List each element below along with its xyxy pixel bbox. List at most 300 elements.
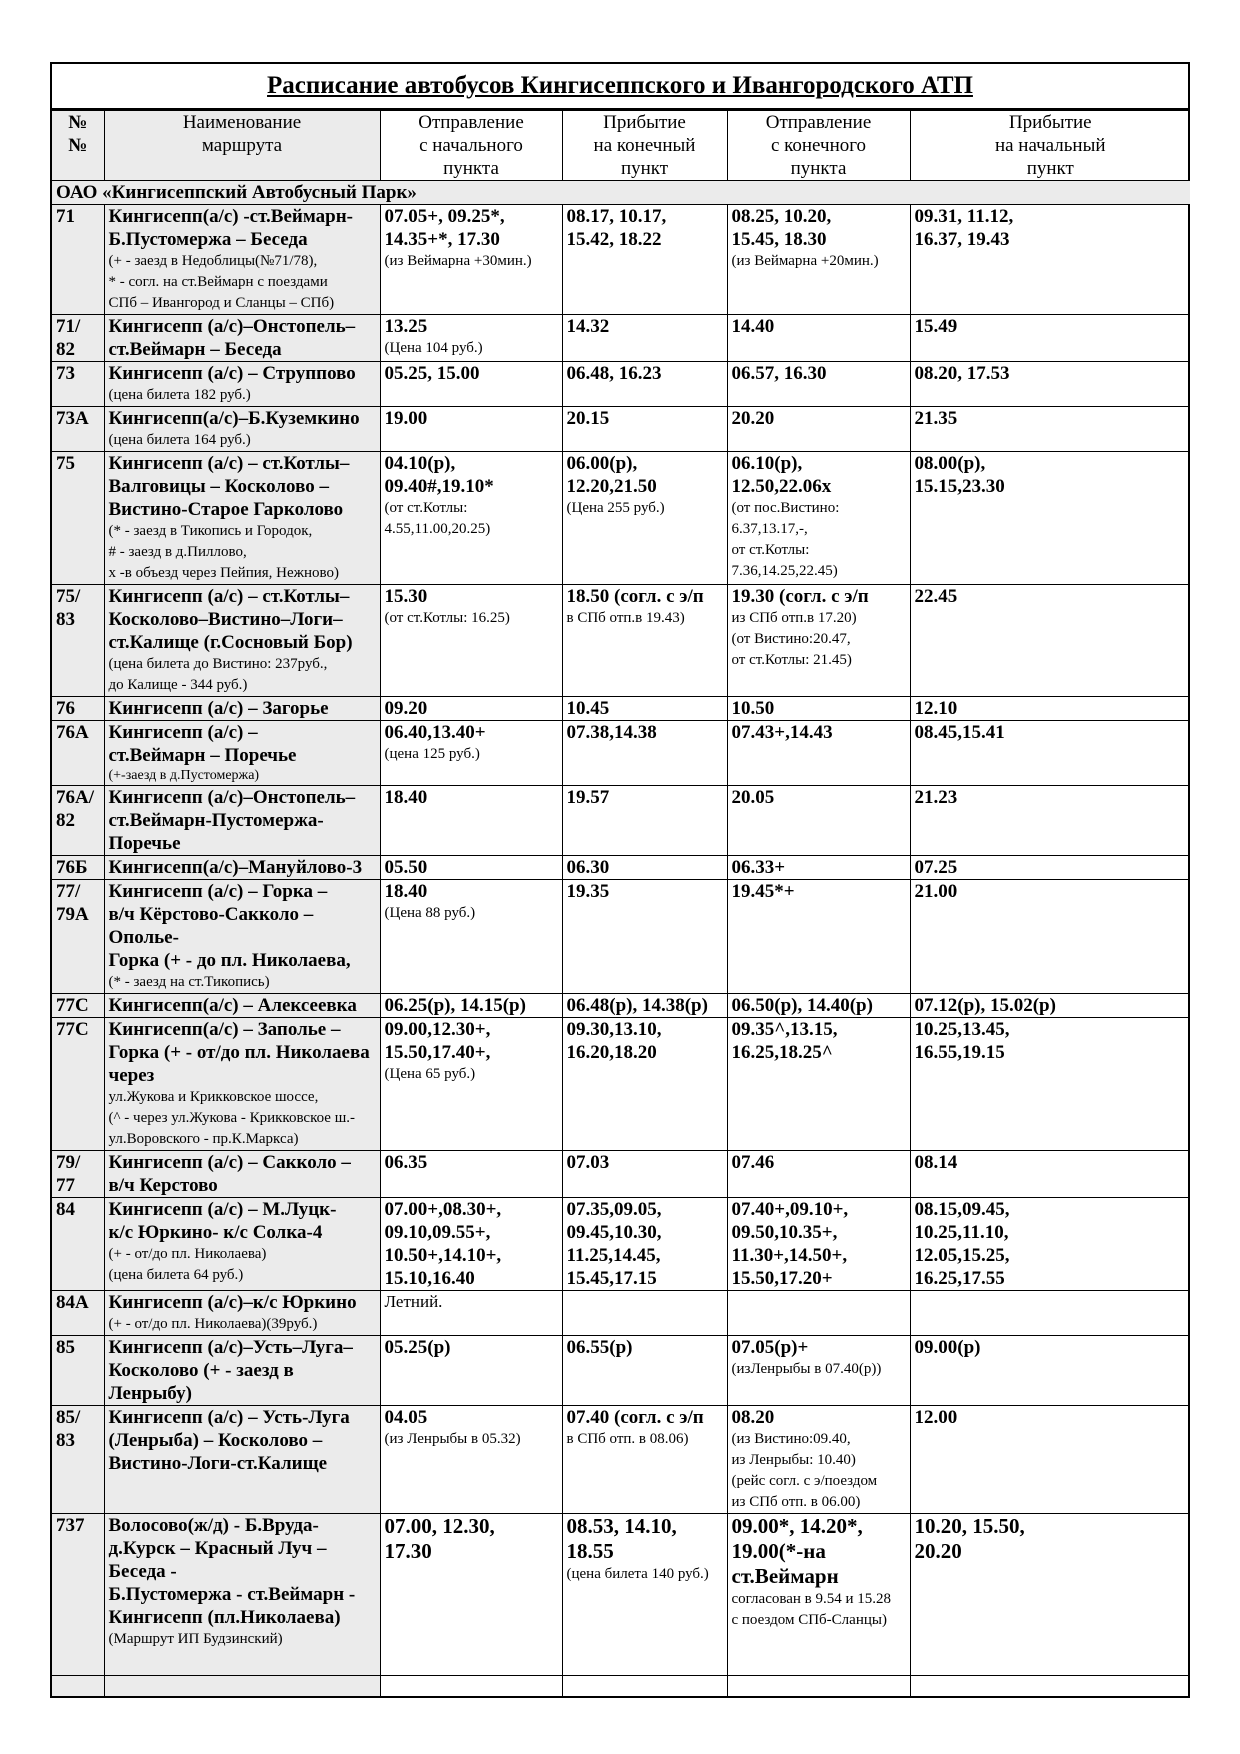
arrival-end-time: 06.55(р) <box>566 1337 633 1358</box>
departure-end-time: 12.50,22.06х <box>731 476 832 497</box>
route-number <box>52 697 104 721</box>
route-name-line: Кингисепп(а/с) – Заполье – <box>108 1019 341 1040</box>
arrival-start-time: 20.20 <box>914 1539 962 1563</box>
empty-cell <box>104 1676 380 1697</box>
departure-end-cell <box>727 880 910 994</box>
arrival-start-cell <box>910 1198 1190 1291</box>
arrival-start-cell <box>910 362 1190 407</box>
arrival-start-time: 08.20, 17.53 <box>914 363 1010 384</box>
route-number-line: 77/ <box>56 881 81 902</box>
route-number <box>52 1291 104 1336</box>
route-name-line: Горка (+ - от/до пл. Николаева через <box>108 1042 370 1086</box>
arrival-start-cell <box>910 1406 1190 1514</box>
route-row <box>52 856 1190 880</box>
schedule-table <box>52 110 1190 1697</box>
route-name-line: Кингисепп (а/с)–к/с Юркино <box>108 1292 357 1313</box>
departure-start-time: 04.10(р), <box>384 453 456 474</box>
route-note-line: (цена билета 164 руб.) <box>108 432 251 448</box>
route-row <box>52 1336 1190 1406</box>
arrival-end-note: в СПб отп. в 08.06) <box>566 1431 689 1447</box>
arrival-end-cell <box>562 585 727 697</box>
departure-start-note: (Цена 104 руб.) <box>384 340 483 356</box>
header-arrival-end: Прибытие на конечный пункт <box>562 111 727 181</box>
arrival-end-note: (цена билета 140 руб.) <box>566 1566 709 1582</box>
route-note-line: до Калище - 344 руб.) <box>108 677 248 693</box>
departure-end-time: 19.45*+ <box>731 881 795 902</box>
arrival-start-cell <box>910 205 1190 315</box>
route-name-line: Кингисепп (а/с)–Онстопель– <box>108 787 356 808</box>
departure-start-note: (от ст.Котлы: 16.25) <box>384 610 510 626</box>
route-row <box>52 315 1190 362</box>
departure-start-time: 05.25, 15.00 <box>384 363 480 384</box>
arrival-end-time: 15.45,17.15 <box>566 1268 657 1289</box>
departure-end-cell <box>727 1151 910 1198</box>
arrival-start-time: 21.00 <box>914 881 958 902</box>
arrival-end-time: 18.55 <box>566 1539 614 1563</box>
departure-start-cell <box>380 994 562 1018</box>
departure-end-time: 15.45, 18.30 <box>731 229 827 250</box>
arrival-start-time: 12.00 <box>914 1407 958 1428</box>
arrival-end-cell <box>562 1514 727 1676</box>
route-number <box>52 1336 104 1406</box>
route-name <box>104 1514 380 1676</box>
route-number <box>52 1151 104 1198</box>
departure-end-time: 08.25, 10.20, <box>731 206 832 227</box>
route-number-line: 75 <box>56 453 75 474</box>
departure-end-cell <box>727 1514 910 1676</box>
route-name-line: Кингисепп (а/с) – Струппово <box>108 363 356 384</box>
departure-start-cell <box>380 1406 562 1514</box>
route-name-line: ст.Веймарн – Беседа <box>108 339 282 360</box>
departure-start-time: 07.05+, 09.25*, <box>384 206 505 227</box>
arrival-end-cell <box>562 880 727 994</box>
route-name-line: в/ч Керстово <box>108 1175 218 1196</box>
route-number-line: 73А <box>56 408 89 429</box>
route-number-line: 75/ <box>56 586 81 607</box>
departure-end-note: из СПб отп. в 06.00) <box>731 1494 861 1510</box>
departure-end-cell <box>727 205 910 315</box>
route-number-line: 71 <box>56 206 75 227</box>
arrival-end-cell <box>562 994 727 1018</box>
arrival-start-time: 21.23 <box>914 787 958 808</box>
departure-start-cell <box>380 362 562 407</box>
departure-start-note: (Цена 88 руб.) <box>384 905 476 921</box>
arrival-end-cell <box>562 721 727 786</box>
arrival-end-cell <box>562 786 727 856</box>
route-row <box>52 697 1190 721</box>
departure-end-cell <box>727 1336 910 1406</box>
arrival-start-cell <box>910 452 1190 585</box>
arrival-end-time: 19.57 <box>566 787 610 808</box>
departure-end-cell <box>727 362 910 407</box>
route-row <box>52 407 1190 452</box>
route-name-line: Косколово (+ - заезд в Ленрыбу) <box>108 1360 294 1404</box>
departure-start-time: 04.05 <box>384 1407 428 1428</box>
departure-end-time: 09.00*, 14.20*, <box>731 1514 863 1538</box>
arrival-end-time: 07.40 (согл. с э/п <box>566 1407 704 1428</box>
departure-start-time: 09.10,09.55+, <box>384 1222 491 1243</box>
route-note-line: (+ - от/до пл. Николаева)(39руб.) <box>108 1316 318 1332</box>
departure-start-time: 15.50,17.40+, <box>384 1042 491 1063</box>
departure-end-cell <box>727 452 910 585</box>
arrival-end-cell <box>562 1151 727 1198</box>
departure-end-note: от ст.Котлы: 21.45) <box>731 652 852 668</box>
route-name-line: ст.Веймарн – Поречье <box>108 745 297 766</box>
departure-end-note: (от Вистино:20.47, <box>731 631 851 647</box>
route-number-line: 76Б <box>56 857 88 878</box>
arrival-start-cell <box>910 880 1190 994</box>
arrival-end-cell <box>562 1018 727 1151</box>
departure-start-time: 09.40#,19.10* <box>384 476 494 497</box>
route-name-line: Волосово(ж/д) - Б.Вруда- <box>108 1515 319 1536</box>
departure-end-time: 09.35^,13.15, <box>731 1019 838 1040</box>
route-name-line: Кингисепп (а/с) – Усть-Луга <box>108 1407 350 1428</box>
departure-start-note: (цена 125 руб.) <box>384 746 480 762</box>
route-name-line: Горка (+ - до пл. Николаева, <box>108 950 351 971</box>
arrival-end-time: 11.25,14.45, <box>566 1245 661 1266</box>
arrival-end-cell <box>562 1406 727 1514</box>
header-arrival-start: Прибытие на начальный пункт <box>910 111 1190 181</box>
route-name-line: Кингисепп (а/с) – ст.Котлы– <box>108 453 350 474</box>
schedule-sheet <box>50 62 1190 1698</box>
departure-start-note: (из Веймарна +30мин.) <box>384 253 532 269</box>
departure-start-time: 15.10,16.40 <box>384 1268 475 1289</box>
route-name-line: Б.Пустомержа – Беседа <box>108 229 308 250</box>
route-name-line: Кингисепп (а/с) – <box>108 722 258 743</box>
arrival-end-time: 14.32 <box>566 316 610 337</box>
arrival-start-cell <box>910 585 1190 697</box>
route-name <box>104 1406 380 1514</box>
route-number-line: 85 <box>56 1337 75 1358</box>
arrival-start-cell <box>910 1514 1190 1676</box>
arrival-end-cell <box>562 205 727 315</box>
seasonal-note: Летний. <box>384 1292 443 1311</box>
departure-start-note: 4.55,11.00,20.25) <box>384 521 491 537</box>
arrival-start-cell <box>910 1018 1190 1151</box>
departure-end-note: от ст.Котлы: <box>731 542 810 558</box>
departure-end-time: 19.00(*-на ст.Веймарн <box>731 1539 839 1588</box>
route-note-line: (цена билета 182 руб.) <box>108 387 251 403</box>
departure-end-time: 20.05 <box>731 787 775 808</box>
route-note-line: ул.Воровского - пр.К.Маркса) <box>108 1131 299 1147</box>
departure-start-time: 05.50 <box>384 857 428 878</box>
arrival-end-time: 09.30,13.10, <box>566 1019 662 1040</box>
route-number-line: 82 <box>56 339 75 360</box>
arrival-start-time: 21.35 <box>914 408 958 429</box>
route-number-line: 79/ <box>56 1152 81 1173</box>
route-name <box>104 1151 380 1198</box>
empty-cell <box>562 1676 727 1697</box>
departure-end-note: из Ленрыбы: 10.40) <box>731 1452 856 1468</box>
route-note-line: (цена билета 64 руб.) <box>108 1267 244 1283</box>
route-note-line: ул.Жукова и Крикковское шоссе, <box>108 1089 319 1105</box>
departure-start-cell <box>380 315 562 362</box>
route-note-line: СПб – Ивангород и Сланцы – СПб) <box>108 295 335 311</box>
route-note-line: (+-заезд в д.Пустомержа) <box>108 768 260 783</box>
arrival-start-time: 15.15,23.30 <box>914 476 1005 497</box>
route-name <box>104 697 380 721</box>
departure-start-time: 18.40 <box>384 881 428 902</box>
departure-end-note: (изЛенрыбы в 07.40(р)) <box>731 1361 882 1377</box>
departure-start-cell <box>380 1336 562 1406</box>
route-name-line: ст.Калище (г.Сосновый Бор) <box>108 632 353 653</box>
route-row <box>52 585 1190 697</box>
route-name-line: Кингисепп (а/с) – М.Луцк- <box>108 1199 337 1220</box>
route-name <box>104 452 380 585</box>
departure-start-time: 09.00,12.30+, <box>384 1019 491 1040</box>
arrival-end-cell <box>562 452 727 585</box>
route-number-line: 77 <box>56 1175 75 1196</box>
arrival-end-cell <box>562 856 727 880</box>
departure-end-cell <box>727 1018 910 1151</box>
departure-start-time: 19.00 <box>384 408 428 429</box>
route-number-line: 83 <box>56 1430 75 1451</box>
arrival-start-time: 10.25,11.10, <box>914 1222 1009 1243</box>
route-note-line: (* - заезд в Тикопись и Городок, <box>108 523 313 539</box>
departure-end-cell <box>727 786 910 856</box>
arrival-end-cell <box>562 697 727 721</box>
arrival-start-time: 07.25 <box>914 857 958 878</box>
departure-start-cell <box>380 880 562 994</box>
route-name-line: Кингисепп (а/с) – Сакколо – <box>108 1152 351 1173</box>
route-row <box>52 721 1190 786</box>
arrival-end-cell <box>562 362 727 407</box>
arrival-end-time: 19.35 <box>566 881 610 902</box>
arrival-start-time: 08.15,09.45, <box>914 1199 1010 1220</box>
route-name <box>104 362 380 407</box>
departure-start-cell <box>380 721 562 786</box>
route-name-line: Кингисепп(а/с)–Б.Куземкино <box>108 408 360 429</box>
departure-start-time: 06.35 <box>384 1152 428 1173</box>
route-number <box>52 786 104 856</box>
route-number-line: 76А/ <box>56 787 94 808</box>
departure-start-note: (из Ленрыбы в 05.32) <box>384 1431 521 1447</box>
arrival-end-time: 06.48(р), 14.38(р) <box>566 995 708 1016</box>
route-note-line: (цена билета до Вистино: 237руб., <box>108 656 328 672</box>
route-name-line: Вистино-Логи-ст.Калище <box>108 1453 328 1474</box>
departure-end-note: (из Вистино:09.40, <box>731 1431 851 1447</box>
empty-cell <box>727 1676 910 1697</box>
route-name-line: Кингисепп(а/с) – Алексеевка <box>108 995 357 1016</box>
arrival-end-note: в СПб отп.в 19.43) <box>566 610 685 626</box>
route-note-line: (Маршрут ИП Будзинский) <box>108 1631 283 1647</box>
departure-start-time: 05.25(р) <box>384 1337 451 1358</box>
route-number <box>52 205 104 315</box>
departure-start-time: 09.20 <box>384 698 428 719</box>
departure-start-time: 06.40,13.40+ <box>384 722 486 743</box>
arrival-start-time: 12.05,15.25, <box>914 1245 1010 1266</box>
route-number-line: 77С <box>56 995 89 1016</box>
arrival-start-time: 09.31, 11.12, <box>914 206 1014 227</box>
departure-start-cell <box>380 407 562 452</box>
departure-start-time: 18.40 <box>384 787 428 808</box>
arrival-end-time: 06.48, 16.23 <box>566 363 662 384</box>
route-name-line: Кингисепп (а/с)–Онстопель– <box>108 316 356 337</box>
departure-start-time: 17.30 <box>384 1539 432 1563</box>
arrival-start-cell <box>910 856 1190 880</box>
arrival-start-cell <box>910 721 1190 786</box>
departure-end-time: 14.40 <box>731 316 775 337</box>
route-note-line: # - заезд в д.Пиллово, <box>108 544 247 560</box>
departure-end-time: 15.50,17.20+ <box>731 1268 833 1289</box>
route-number-line: 737 <box>56 1515 85 1536</box>
route-row <box>52 1406 1190 1514</box>
route-number <box>52 585 104 697</box>
arrival-start-time: 08.00(р), <box>914 453 986 474</box>
arrival-end-time: 08.17, 10.17, <box>566 206 667 227</box>
departure-start-cell <box>380 856 562 880</box>
route-row <box>52 994 1190 1018</box>
departure-end-cell <box>727 856 910 880</box>
arrival-start-time: 22.45 <box>914 586 958 607</box>
route-number <box>52 452 104 585</box>
route-name <box>104 1018 380 1151</box>
route-name-line: ст.Веймарн-Пустомержа-Поречье <box>108 810 324 854</box>
arrival-end-time: 09.45,10.30, <box>566 1222 662 1243</box>
route-number-line: 82 <box>56 810 75 831</box>
section-title: ОАО «Кингисеппский Автобусный Парк» <box>52 181 1190 205</box>
route-row <box>52 362 1190 407</box>
route-name-line: Кингисепп(а/с) -ст.Веймарн- <box>108 206 353 227</box>
departure-start-time: 06.25(р), 14.15(р) <box>384 995 526 1016</box>
departure-end-cell <box>727 407 910 452</box>
arrival-start-cell <box>910 1336 1190 1406</box>
departure-end-time: 07.43+,14.43 <box>731 722 833 743</box>
route-number <box>52 1198 104 1291</box>
route-number <box>52 1406 104 1514</box>
arrival-start-time: 16.25,17.55 <box>914 1268 1005 1289</box>
departure-start-time: 10.50+,14.10+, <box>384 1245 502 1266</box>
route-number-line: 84А <box>56 1292 89 1313</box>
route-row <box>52 1151 1190 1198</box>
arrival-end-time: 20.15 <box>566 408 610 429</box>
departure-end-cell <box>727 994 910 1018</box>
departure-end-note: (из Веймарна +20мин.) <box>731 253 879 269</box>
arrival-start-cell <box>910 994 1190 1018</box>
route-row <box>52 205 1190 315</box>
departure-start-cell <box>380 786 562 856</box>
route-row <box>52 1291 1190 1336</box>
route-number <box>52 315 104 362</box>
departure-end-note: 7.36,14.25,22.45) <box>731 563 838 579</box>
route-number <box>52 1514 104 1676</box>
arrival-end-cell <box>562 1198 727 1291</box>
arrival-start-time: 08.45,15.41 <box>914 722 1005 743</box>
arrival-end-time: 10.45 <box>566 698 610 719</box>
route-name <box>104 315 380 362</box>
departure-start-time: 13.25 <box>384 316 428 337</box>
arrival-end-cell <box>562 1291 727 1336</box>
arrival-start-cell <box>910 407 1190 452</box>
departure-end-time: 07.46 <box>731 1152 775 1173</box>
route-row <box>52 1198 1190 1291</box>
route-name <box>104 856 380 880</box>
arrival-start-time: 10.25,13.45, <box>914 1019 1010 1040</box>
route-name <box>104 994 380 1018</box>
page-title: Расписание автобусов Кингисеппского и Ивангородского АТП <box>52 64 1188 110</box>
departure-end-note: с поездом СПб-Сланцы) <box>731 1612 887 1628</box>
route-name-line: Кингисепп (а/с) – Загорье <box>108 698 329 719</box>
route-name-line: Кингисепп(а/с)–Мануйлово-3 <box>108 857 363 878</box>
departure-start-cell <box>380 205 562 315</box>
route-name <box>104 205 380 315</box>
route-number-line: 84 <box>56 1199 75 1220</box>
route-name-line: Кингисепп (а/с) – ст.Котлы– <box>108 586 350 607</box>
arrival-start-time: 07.12(р), 15.02(р) <box>914 995 1056 1016</box>
route-number-line: 73 <box>56 363 75 384</box>
arrival-start-time: 16.55,19.15 <box>914 1042 1005 1063</box>
empty-cell <box>910 1676 1190 1697</box>
departure-end-note: 6.37,13.17,-, <box>731 521 808 537</box>
arrival-end-time: 08.53, 14.10, <box>566 1514 677 1538</box>
arrival-end-time: 06.00(р), <box>566 453 638 474</box>
departure-end-time: 06.33+ <box>731 857 786 878</box>
arrival-start-time: 10.20, 15.50, <box>914 1514 1025 1538</box>
arrival-start-time: 12.10 <box>914 698 958 719</box>
departure-start-time: 14.35+*, 17.30 <box>384 229 500 250</box>
departure-end-time: 07.40+,09.10+, <box>731 1199 849 1220</box>
route-name-line: Б.Пустомержа - ст.Веймарн - <box>108 1584 356 1605</box>
arrival-end-time: 07.38,14.38 <box>566 722 657 743</box>
route-row <box>52 786 1190 856</box>
arrival-end-note: (Цена 255 руб.) <box>566 500 665 516</box>
arrival-end-time: 07.03 <box>566 1152 610 1173</box>
arrival-end-time: 15.42, 18.22 <box>566 229 662 250</box>
route-name <box>104 880 380 994</box>
arrival-end-time: 06.30 <box>566 857 610 878</box>
departure-start-time: 07.00, 12.30, <box>384 1514 495 1538</box>
empty-cell <box>380 1676 562 1697</box>
departure-end-cell <box>727 1198 910 1291</box>
departure-start-cell <box>380 1291 562 1336</box>
departure-end-time: 11.30+,14.50+, <box>731 1245 848 1266</box>
route-note-line: х -в объезд через Пейпия, Нежново) <box>108 565 340 581</box>
arrival-end-cell <box>562 1336 727 1406</box>
route-number <box>52 362 104 407</box>
route-note-line: * - согл. на ст.Веймарн с поездами <box>108 274 328 290</box>
route-name-line: Кингисепп (пл.Николаева) <box>108 1607 341 1628</box>
departure-end-time: 20.20 <box>731 408 775 429</box>
header-departure-start: Отправление с начального пункта <box>380 111 562 181</box>
departure-end-cell <box>727 721 910 786</box>
route-number <box>52 1018 104 1151</box>
route-name <box>104 1336 380 1406</box>
header-route-name: Наименование маршрута <box>104 111 380 181</box>
route-name <box>104 585 380 697</box>
route-number-line: 71/ <box>56 316 81 337</box>
departure-start-cell <box>380 452 562 585</box>
route-name <box>104 786 380 856</box>
section-row <box>52 181 1190 205</box>
departure-start-cell <box>380 1198 562 1291</box>
route-name-line: д.Курск – Красный Луч – Беседа - <box>108 1538 327 1582</box>
route-note-line: (^ - через ул.Жукова - Крикковское ш.- <box>108 1110 356 1126</box>
route-name-line: Валговицы – Косколово – <box>108 476 329 497</box>
departure-end-cell <box>727 315 910 362</box>
route-number-line: 83 <box>56 609 75 630</box>
route-number <box>52 721 104 786</box>
route-name-line: в/ч Кёрстово-Сакколо – Ополье- <box>108 904 314 948</box>
header-departure-end: Отправление с конечного пункта <box>727 111 910 181</box>
route-number <box>52 994 104 1018</box>
header-row <box>52 111 1190 181</box>
departure-start-time: 15.30 <box>384 586 428 607</box>
arrival-start-cell <box>910 1291 1190 1336</box>
departure-start-cell <box>380 585 562 697</box>
arrival-start-cell <box>910 786 1190 856</box>
departure-start-note: (от ст.Котлы: <box>384 500 468 516</box>
departure-end-note: из СПб отп.в 17.20) <box>731 610 857 626</box>
